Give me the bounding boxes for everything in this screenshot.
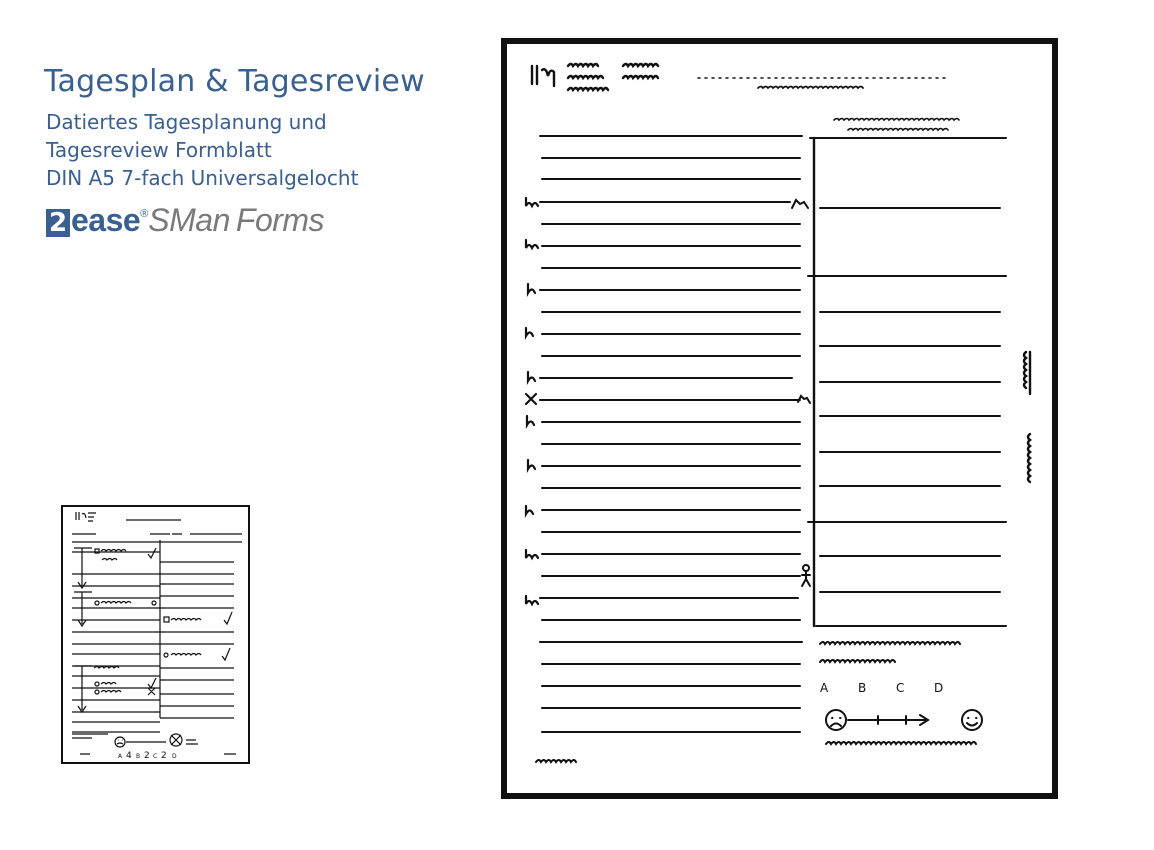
brand-logo (46, 202, 324, 244)
thumb-rating-4: 4 (126, 751, 132, 761)
thumb-rating-a: A (118, 753, 123, 760)
rating-letter-d: D (934, 681, 944, 695)
logo-digit-box: 2 (46, 209, 70, 237)
subtitle-line-2: Tagesreview Formblatt (46, 138, 272, 162)
main-form-sketch (496, 34, 1064, 806)
logo-word: ease (71, 202, 141, 238)
page-title: Tagesplan & Tagesreview (44, 64, 425, 99)
thumb-rating-2b: 2 (161, 751, 167, 761)
rating-letter-c: C (896, 681, 905, 695)
subtitle-line-1: Datiertes Tagesplanung und (46, 110, 327, 134)
rating-letter-b: B (858, 681, 867, 695)
thumb-rating-b: B (136, 753, 141, 760)
thumb-rating-d: D (172, 753, 177, 760)
thumbnail-form-sketch (60, 504, 252, 766)
logo-product-suffix: Forms (235, 202, 325, 238)
subtitle-line-3: DIN A5 7-fach Universalgelocht (46, 166, 359, 190)
logo-registered-mark: ® (140, 208, 149, 220)
thumb-rating-c: C (153, 753, 158, 760)
logo-product: SMan (148, 202, 230, 238)
rating-letter-a: A (820, 681, 829, 695)
thumb-rating-2a: 2 (144, 751, 150, 761)
